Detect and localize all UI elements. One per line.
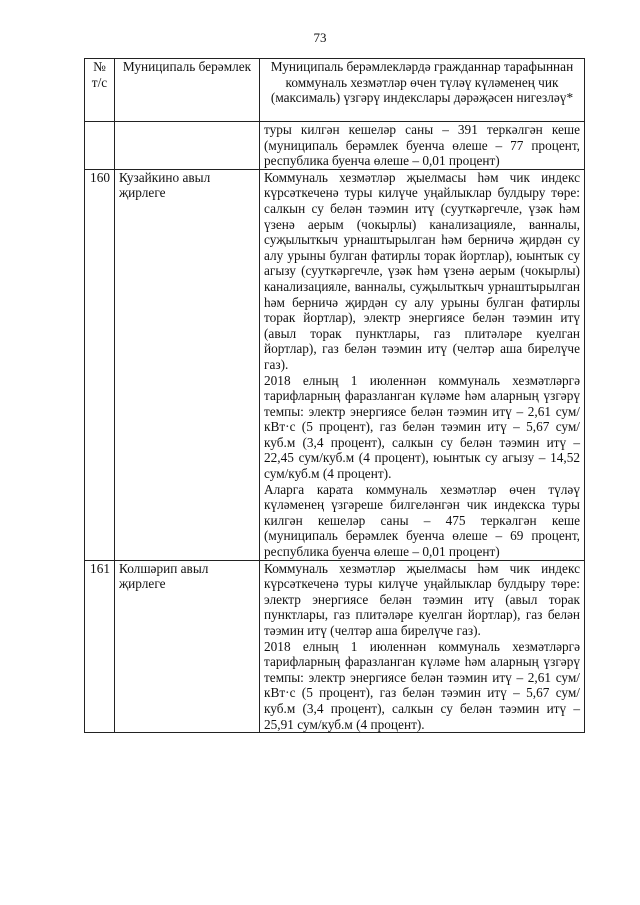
- table-header-row: [85, 59, 585, 122]
- row-municipality: [115, 122, 260, 170]
- table-row: [85, 169, 585, 560]
- table-row: [85, 560, 585, 733]
- basis-paragraph: туры килгән кешеләр саны – 391 теркәлгән кеше (муниципаль берәмлек буенча өлеше – 77 процент, республика буенча өлеше – 0,01 процент): [264, 122, 580, 169]
- basis-paragraph: Коммуналь хезмәтләр җыелмасы һәм чик индекс күрсәткеченә туры килүче уңайлыклар булдыру төре: салкын су белән тәэмин итү (сууткәргечле, үзәк һәм үзенә аерым (чокырлы) канализацияле, ванналы, суҗылыткыч урнаштырылган һәм берничә җирдән су алу урыны булган фатирлы торак йортлар), юынтык су агызу (сууткәргечле, үзәк һәм үзенә аерым (чокырлы) канализацияле, ванналы, суҗылыткыч урнаштырылган һәм берничә җирдән су алу урыны булган фатирлы торак йортлар), электр энергиясе белән тәэмин итү (авыл торак пунктлары, газ плитәләре куелган йортлар), газ белән тәэмин итү (челтәр аша бирелүче газ).: [264, 169, 580, 372]
- basis-paragraph: Аларга карата коммуналь хезмәтләр өчен түләү күләменең үзгәреше билгеләнгән чик индекска туры килгән кешеләр саны – 475 теркәлгән кеше (муниципаль берәмлек буенча өлеше – 69 процент, республика буенча өлеше – 0,01 процент): [264, 481, 580, 560]
- row-basis: [260, 122, 585, 170]
- basis-paragraph: 2018 елның 1 июленнән коммуналь хезмәтләргә тарифларның фаразланган күләме һәм аларның үзгәрү темпы: электр энергиясе белән тәэмин итү – 2,61 сум/кВт·с (5 процент), газ белән тәэмин итү – 5,67 сум/куб.м (3,4 процент), салкын су белән тәэмин итү – 25,91 сум/куб.м (4 процент).: [264, 638, 580, 732]
- header-number: № т/с: [85, 59, 115, 122]
- row-basis: [260, 560, 585, 733]
- row-number: 160: [85, 169, 115, 560]
- header-basis-text: Муниципаль берәмлекләрдә гражданнар тарафыннан коммуналь хезмәтләр өчен түләү күләменең чик (максималь) үзгәрү индекслары дәрәҗәсен нигезләү*: [270, 59, 574, 106]
- header-basis: [260, 59, 585, 122]
- tariff-table: [84, 58, 585, 733]
- row-number: 161: [85, 560, 115, 733]
- page-number: 73: [313, 30, 327, 45]
- row-number: [85, 122, 115, 170]
- row-basis: [260, 169, 585, 560]
- table-row: [85, 122, 585, 170]
- row-municipality: Кузайкино авыл җирлеге: [115, 169, 260, 560]
- header-municipality: Муниципаль берәмлек: [115, 59, 260, 122]
- basis-paragraph: Коммуналь хезмәтләр җыелмасы һәм чик индекс күрсәткеченә туры килүче уңайлыклар булдыру төре: электр энергиясе белән тәэмин итү (авыл торак пунктлары, газ плитәләре куелган йортлар), газ белән тәэмин итү (челтәр аша бирелүче газ).: [264, 560, 580, 638]
- row-municipality: Колшәрип авыл җирлеге: [115, 560, 260, 733]
- basis-paragraph: 2018 елның 1 июленнән коммуналь хезмәтләргә тарифларның фаразланган күләме һәм аларның үзгәрү темпы: электр энергиясе белән тәэмин итү – 2,61 сум/кВт·с (5 процент), газ белән тәэмин итү – 5,67 сум/куб.м (3,4 процент), салкын су белән тәэмин итү – 22,45 сум/куб.м (4 процент), юынтык су агызу – 14,52 сум/куб.м (4 процент).: [264, 372, 580, 482]
